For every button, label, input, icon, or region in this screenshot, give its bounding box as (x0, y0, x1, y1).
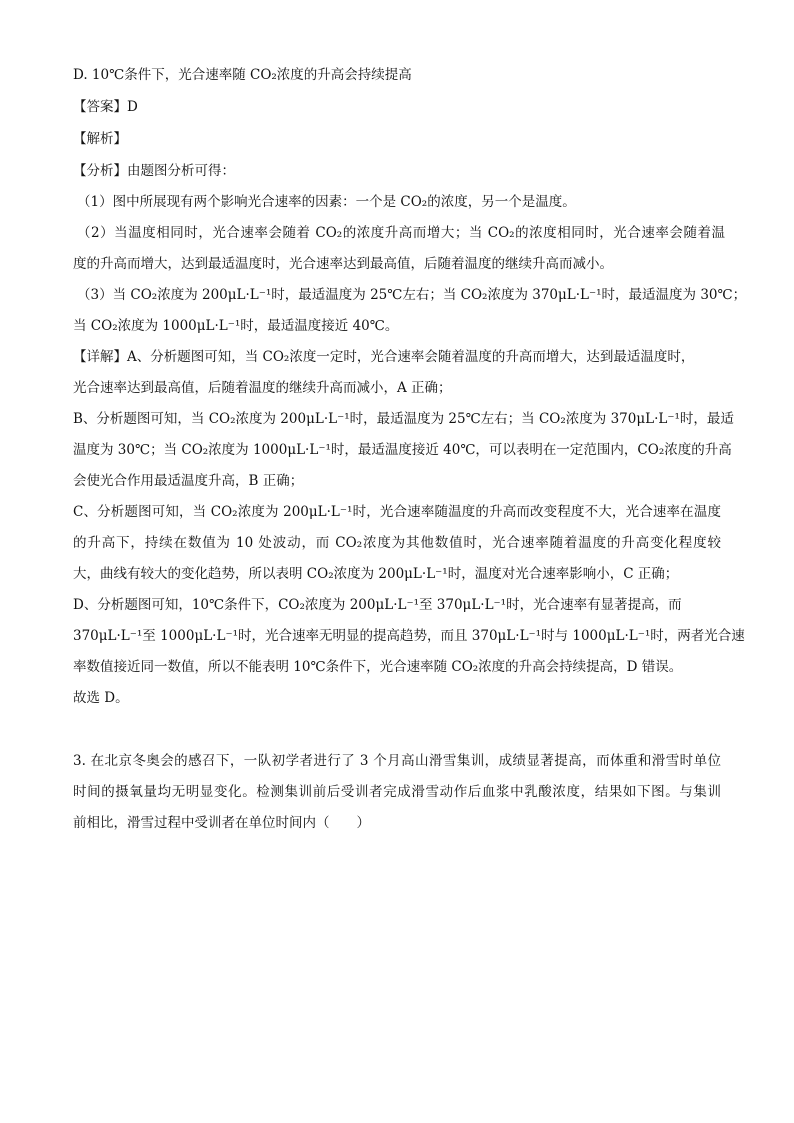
answer-value: D (127, 99, 138, 115)
detail-b-cont-2: 会使光合作用最适温度升高，B 正确； (73, 473, 304, 489)
option-d: D. 10℃条件下，光合速率随 CO₂浓度的升高会持续提高 (73, 67, 412, 83)
point-3: （3）当 CO₂浓度为 200μL·L⁻¹时，最适温度为 25℃左右；当 CO₂浓度为 370μL·L⁻¹时，最适温度为 30℃； (77, 287, 747, 303)
detail-line-a (73, 348, 694, 366)
answer-line (73, 98, 138, 116)
point-3-cont: 当 CO₂浓度为 1000μL·L⁻¹时，最适温度接近 40℃。 (73, 318, 399, 334)
detail-b-cont-1: 温度为 30℃；当 CO₂浓度为 1000μL·L⁻¹时，最适温度接近 40℃，可以表明在一定范围内，CO₂浓度的升高 (73, 442, 732, 458)
answer-label: 【答案】 (73, 99, 127, 115)
fenxi-text: 由题图分析可得： (127, 163, 235, 179)
fenxi-label: 【分析】 (73, 163, 127, 179)
detail-c-cont-1: 的升高下，持续在数值为 10 处波动，而 CO₂浓度为其他数值时，光合速率随着温度的升高变化程度较 (73, 535, 721, 551)
analysis-label: 【解析】 (73, 131, 127, 147)
detail-d-cont-1: 370μL·L⁻¹至 1000μL·L⁻¹时，光合速率无明显的提高趋势，而且 370μL·L⁻¹时与 1000μL·L⁻¹时，两者光合速 (73, 628, 745, 644)
detail-d: D、分析题图可知，10℃条件下，CO₂浓度为 200μL·L⁻¹至 370μL·L⁻¹时，光合速率有显著提高，而 (73, 597, 682, 613)
fenxi-line (73, 162, 235, 180)
detail-c-cont-2: 大，曲线有较大的变化趋势，所以表明 CO₂浓度为 200μL·L⁻¹时，温度对光合速率影响小，C 正确； (73, 566, 679, 582)
choose-d: 故选 D。 (73, 690, 129, 706)
detail-b: B、分析题图可知，当 CO₂浓度为 200μL·L⁻¹时，最适温度为 25℃左右；当 CO₂浓度为 370μL·L⁻¹时，最适 (73, 411, 734, 427)
question-3-line-3: 前相比，滑雪过程中受训者在单位时间内（ ） (73, 815, 370, 831)
point-2: （2）当温度相同时，光合速率会随着 CO₂的浓度升高而增大；当 CO₂的浓度相同时，光合速率会随着温 (77, 225, 725, 241)
point-1: （1）图中所展现有两个影响光合速率的因素：一个是 CO₂的浓度，另一个是温度。 (77, 194, 576, 210)
detail-a-text: A、分析题图可知，当 CO₂浓度一定时，光合速率会随着温度的升高而增大，达到最适温度时， (127, 349, 695, 365)
question-3-line-1: 3. 在北京冬奥会的感召下，一队初学者进行了 3 个月高山滑雪集训，成绩显著提高，而体重和滑雪时单位 (73, 753, 721, 769)
detail-d-cont-2: 率数值接近同一数值，所以不能表明 10℃条件下，光合速率随 CO₂浓度的升高会持续提高，D 错误。 (73, 659, 683, 675)
detail-label: 【详解】 (73, 349, 127, 365)
point-2-cont: 度的升高而增大，达到最适温度时，光合速率达到最高值，后随着温度的继续升高而减小。 (73, 256, 613, 272)
question-3-line-2: 时间的摄氧量均无明显变化。检测集训前后受训者完成滑雪动作后血浆中乳酸浓度，结果如下图。与集训 (73, 784, 721, 800)
detail-a-cont: 光合速率达到最高值，后随着温度的继续升高而减小，A 正确； (73, 380, 452, 396)
detail-c: C、分析题图可知，当 CO₂浓度为 200μL·L⁻¹时，光合速率随温度的升高而改变程度不大，光合速率在温度 (73, 504, 721, 520)
